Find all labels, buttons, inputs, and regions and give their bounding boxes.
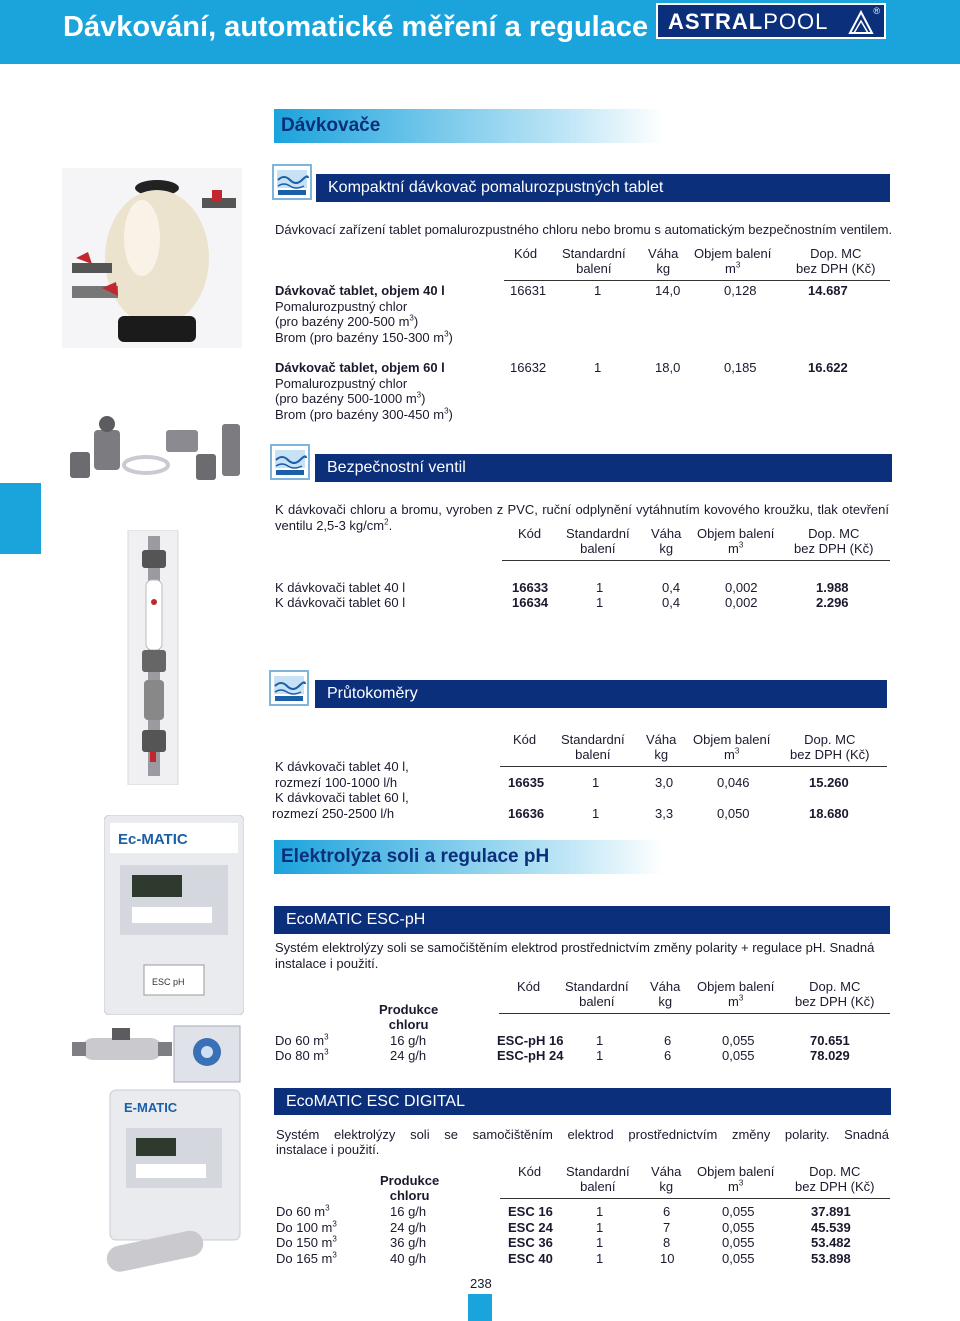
row-line3 xyxy=(275,391,453,407)
row-name1: K dávkovači tablet 40 l, xyxy=(275,759,409,774)
column-production xyxy=(380,1173,439,1203)
table-header-divider xyxy=(500,1198,890,1199)
column-volume-1: Objem balení xyxy=(697,979,775,994)
row-name xyxy=(276,1204,330,1219)
row-name1: K dávkovači tablet 60 l, xyxy=(275,790,409,805)
desc-word: elektrolýzy xyxy=(334,1127,396,1142)
product-bar-title: EcoMATIC ESC-pH xyxy=(286,911,426,928)
product-bar-esc-digital xyxy=(274,1088,891,1115)
row-name-text: Do 165 m xyxy=(276,1251,333,1266)
column-price-2: bez DPH (Kč) xyxy=(794,541,874,556)
page-number: 238 xyxy=(470,1276,492,1291)
column-volume-2: m xyxy=(728,1179,739,1194)
row-name-text: Do 80 m xyxy=(275,1048,325,1063)
column-standard-1: Standardní xyxy=(566,1164,630,1179)
column-standard xyxy=(566,526,630,556)
cell-objem: 0,185 xyxy=(724,360,757,375)
cell-objem: 0,050 xyxy=(717,806,750,821)
cell-kod: 16633 xyxy=(512,580,549,595)
desc-sup: 2 xyxy=(384,517,389,527)
column-weight-1: Váha xyxy=(650,979,681,994)
column-weight-2: kg xyxy=(656,261,671,276)
cell-production: 40 g/h xyxy=(390,1251,427,1266)
cell-balen: 1 xyxy=(596,1220,604,1235)
ecomatic2-label: E-MATIC xyxy=(124,1100,178,1115)
cell-production: 24 g/h xyxy=(390,1048,427,1063)
column-standard-2: balení xyxy=(575,747,611,762)
row-name: Dávkovač tablet, objem 40 l xyxy=(275,283,445,298)
column-standard xyxy=(561,732,625,762)
cell-price: 53.898 xyxy=(811,1251,851,1266)
desc-word: samočištěním xyxy=(472,1127,553,1142)
column-standard xyxy=(566,1164,630,1194)
cell-price: 37.891 xyxy=(811,1204,851,1219)
row-label xyxy=(275,759,409,790)
row-sup: 3 xyxy=(409,313,414,323)
row-line4b: ) xyxy=(448,406,453,422)
cell-vaha: 3,0 xyxy=(655,775,674,790)
astralpool-logo xyxy=(656,3,886,39)
cell-price: 45.539 xyxy=(811,1220,851,1235)
cell-objem: 0,128 xyxy=(724,283,757,298)
cell-vaha: 14,0 xyxy=(655,283,681,298)
cell-kod: 16635 xyxy=(508,775,545,790)
column-volume-1: Objem balení xyxy=(694,246,772,261)
cell-vaha: 18,0 xyxy=(655,360,681,375)
cell-objem: 0,055 xyxy=(722,1204,755,1219)
cell-price: 1.988 xyxy=(816,580,849,595)
column-weight xyxy=(650,979,680,1009)
desc-line2b: . xyxy=(388,518,393,533)
column-volume-1: Objem balení xyxy=(697,526,775,541)
row-line3b: ) xyxy=(421,391,426,406)
cell-balen: 1 xyxy=(596,580,604,595)
column-price xyxy=(795,1164,874,1194)
product-bar-title: EcoMATIC ESC DIGITAL xyxy=(286,1093,465,1110)
table-header-divider xyxy=(500,766,887,767)
cell-objem: 0,055 xyxy=(722,1048,755,1063)
column-volume-2: m xyxy=(728,994,739,1009)
esc-digital-description-line2: instalace i použití. xyxy=(276,1142,380,1157)
column-weight-2: kg xyxy=(658,994,673,1009)
row-name: K dávkovači tablet 60 l xyxy=(275,595,406,610)
section-dávkovače xyxy=(274,109,664,143)
pool-icon xyxy=(272,164,312,200)
column-volume-2: m xyxy=(725,261,736,276)
cell-price: 2.296 xyxy=(816,595,849,610)
column-weight-2: kg xyxy=(659,1179,674,1194)
column-weight-1: Váha xyxy=(646,732,677,747)
column-weight-1: Váha xyxy=(648,246,679,261)
column-volume xyxy=(697,526,774,556)
column-standard xyxy=(565,979,629,1009)
cell-balen: 1 xyxy=(596,1204,604,1219)
row-sup: 3 xyxy=(444,329,449,339)
column-standard-2: balení xyxy=(580,541,616,556)
cell-kod: ESC 16 xyxy=(508,1204,553,1219)
column-weight-1: Váha xyxy=(651,1164,682,1179)
ecomatic-escph-image xyxy=(104,815,244,1015)
cell-kod: ESC 36 xyxy=(508,1235,553,1250)
cell-production: 24 g/h xyxy=(390,1220,427,1235)
product-bar-title: Průtokoměry xyxy=(327,685,418,702)
table-header-divider xyxy=(504,280,890,281)
column-price-2: bez DPH (Kč) xyxy=(790,747,870,762)
cell-objem: 0,055 xyxy=(722,1251,755,1266)
ecomatic-label: Ec-MATIC xyxy=(118,831,188,848)
column-volume-sup: 3 xyxy=(738,540,744,550)
desc-word: soli xyxy=(410,1127,430,1142)
cell-objem: 0,055 xyxy=(722,1033,755,1048)
cell-balen: 1 xyxy=(596,1251,604,1266)
product-bar-escph xyxy=(274,906,890,934)
tablet-feeder-image xyxy=(62,168,242,348)
cell-vaha: 0,4 xyxy=(662,580,681,595)
ph-controller-image xyxy=(172,1024,242,1084)
column-production-1: Produkce xyxy=(380,1173,440,1188)
cell-price: 70.651 xyxy=(810,1033,850,1048)
row-name xyxy=(275,1048,329,1063)
column-volume xyxy=(694,246,771,276)
cell-price: 53.482 xyxy=(811,1235,851,1250)
row-name2: rozmezí 250-2500 l/h xyxy=(272,805,395,821)
escph-description-line1: Systém elektrolýzy soli se samočištěním elektrod prostřednictvím změny polarity + regulace pH. Snadná xyxy=(275,940,875,955)
logo-text-bold: ASTRAL xyxy=(668,9,764,34)
column-kod: Kód xyxy=(518,526,542,541)
column-price-1: Dop. MC xyxy=(809,1164,861,1179)
column-standard-2: balení xyxy=(576,261,612,276)
page-number-tab xyxy=(468,1294,492,1321)
column-kod: Kód xyxy=(517,979,541,994)
cell-balen: 1 xyxy=(596,1033,604,1048)
section-electrolysis xyxy=(274,840,664,874)
cell-objem: 0,046 xyxy=(717,775,750,790)
column-volume-sup: 3 xyxy=(734,746,740,756)
product-bar-tablet-feeder xyxy=(316,174,890,202)
table-header-divider xyxy=(502,560,890,561)
product-bar-flowmeters xyxy=(315,680,887,708)
cell-vaha: 0,4 xyxy=(662,595,681,610)
row-name-text: Do 150 m xyxy=(276,1235,333,1250)
row-sup: 3 xyxy=(416,390,422,400)
column-production-2: chloru xyxy=(388,1017,429,1032)
row-name: Dávkovač tablet, objem 60 l xyxy=(275,360,445,375)
row-sup: 3 xyxy=(332,1219,337,1229)
cell-objem: 0,002 xyxy=(725,580,758,595)
cell-vaha: 8 xyxy=(663,1235,671,1250)
cell-vaha: 6 xyxy=(663,1204,671,1219)
cell-balen: 1 xyxy=(592,806,600,821)
column-standard-1: Standardní xyxy=(565,979,629,994)
product-description: Dávkovací zařízení tablet pomalurozpustného chloru nebo bromu s automatickým bezpečnostním ventilem. xyxy=(275,222,893,237)
desc-word: polarity. xyxy=(784,1127,830,1142)
row-line4a: Brom (pro bazény 150-300 m xyxy=(275,329,445,345)
column-kod: Kód xyxy=(518,1164,542,1179)
row-line2: Pomalurozpustný chlor xyxy=(275,375,408,391)
cell-production: 16 g/h xyxy=(390,1204,427,1219)
row-line4b: ) xyxy=(448,329,453,345)
column-standard-2: balení xyxy=(579,994,615,1009)
column-standard-1: Standardní xyxy=(562,246,626,261)
desc-word: se xyxy=(444,1127,458,1142)
cell-balen: 1 xyxy=(592,775,600,790)
column-price-1: Dop. MC xyxy=(808,526,860,541)
cell-kod: ESC-pH 16 xyxy=(497,1033,564,1048)
fittings-image xyxy=(66,410,246,485)
cell-kod: 16636 xyxy=(508,806,545,821)
column-price-2: bez DPH (Kč) xyxy=(795,994,875,1009)
cell-balen: 1 xyxy=(596,1048,604,1063)
row-name2: rozmezí 100-1000 l/h xyxy=(275,774,398,790)
row-name xyxy=(276,1235,337,1250)
cell-balen: 1 xyxy=(596,595,604,610)
column-volume xyxy=(697,979,774,1009)
cell-kod: 16632 xyxy=(510,360,547,375)
cell-vaha: 6 xyxy=(664,1048,672,1063)
column-price xyxy=(795,979,874,1009)
row-label-60l xyxy=(275,360,453,422)
column-standard xyxy=(562,246,626,276)
row-line4 xyxy=(275,330,453,346)
column-price-2: bez DPH (Kč) xyxy=(795,1179,875,1194)
row-line3 xyxy=(275,314,453,330)
row-sup: 3 xyxy=(324,1047,329,1057)
column-standard-1: Standardní xyxy=(566,526,630,541)
column-volume-2: m xyxy=(728,541,739,556)
column-kod: Kód xyxy=(514,246,538,261)
esc-digital-description-line1 xyxy=(276,1127,889,1142)
desc-line2a: ventilu 2,5-3 kg/cm xyxy=(275,518,385,533)
flowmeter-panel-image xyxy=(122,530,184,785)
column-weight xyxy=(648,246,678,276)
column-production-1: Produkce xyxy=(379,1002,439,1017)
column-volume-sup: 3 xyxy=(735,260,741,270)
column-price-1: Dop. MC xyxy=(810,246,862,261)
ecomatic-small: ESC pH xyxy=(152,977,185,987)
page-title: Dávkování, automatické měření a regulace xyxy=(63,11,649,43)
desc-word: změny xyxy=(731,1127,771,1142)
column-price-1: Dop. MC xyxy=(804,732,856,747)
row-label xyxy=(272,790,409,821)
cell-kod: 16631 xyxy=(510,283,547,298)
desc-word: elektrod xyxy=(567,1127,614,1142)
row-name-text: Do 100 m xyxy=(276,1220,333,1235)
desc-word: prostřednictvím xyxy=(628,1127,718,1142)
row-name xyxy=(276,1251,337,1266)
row-label-40l xyxy=(275,283,453,345)
row-line3b: ) xyxy=(413,314,419,329)
column-price xyxy=(794,526,873,556)
column-weight xyxy=(646,732,676,762)
row-sup: 3 xyxy=(324,1032,329,1042)
row-line4 xyxy=(275,407,453,423)
column-price xyxy=(796,246,875,276)
product-bar-title: Bezpečnostní ventil xyxy=(327,459,466,476)
side-tab xyxy=(0,483,41,554)
row-name: K dávkovači tablet 40 l xyxy=(275,580,406,595)
cell-kod: 16634 xyxy=(512,595,549,610)
column-weight xyxy=(651,526,681,556)
ecomatic-digital-image xyxy=(106,1088,244,1278)
logo-text-light: POOL xyxy=(763,9,829,34)
column-production xyxy=(379,1002,438,1032)
escph-description-line2: instalace i použití. xyxy=(275,956,379,971)
cell-price: 14.687 xyxy=(808,283,848,298)
column-volume xyxy=(693,732,770,762)
row-sup: 3 xyxy=(332,1250,337,1260)
cell-objem: 0,055 xyxy=(722,1235,755,1250)
desc-word: Systém xyxy=(276,1127,320,1142)
logo-text xyxy=(668,9,828,35)
row-sup: 3 xyxy=(444,406,449,416)
cell-balen: 1 xyxy=(596,1235,604,1250)
column-production-2: chloru xyxy=(389,1188,430,1203)
row-line3a: (pro bazény 500-1000 m xyxy=(275,391,417,406)
pool-icon xyxy=(269,670,309,706)
cell-production: 16 g/h xyxy=(390,1033,427,1048)
column-volume-1: Objem balení xyxy=(697,1164,775,1179)
column-volume-1: Objem balení xyxy=(693,732,771,747)
row-line2: Pomalurozpustný chlor xyxy=(275,298,408,314)
section-title: Elektrolýza soli a regulace pH xyxy=(281,846,550,867)
column-weight xyxy=(651,1164,681,1194)
row-name xyxy=(275,1033,329,1048)
column-standard-1: Standardní xyxy=(561,732,625,747)
cell-production: 36 g/h xyxy=(390,1235,427,1250)
logo-triangle-icon xyxy=(848,9,874,35)
row-sup: 3 xyxy=(325,1203,330,1213)
column-standard-2: balení xyxy=(580,1179,616,1194)
column-volume-2: m xyxy=(724,747,735,762)
column-kod: Kód xyxy=(513,732,537,747)
column-volume-sup: 3 xyxy=(738,1178,744,1188)
cell-vaha: 7 xyxy=(663,1220,671,1235)
cell-price: 16.622 xyxy=(808,360,848,375)
cell-vaha: 10 xyxy=(660,1251,675,1266)
column-volume-sup: 3 xyxy=(738,993,744,1003)
row-line3a: (pro bazény 200-500 m xyxy=(275,314,410,329)
section-title: Dávkovače xyxy=(281,115,381,136)
logo-registered: ® xyxy=(873,6,880,16)
column-price-2: bez DPH (Kč) xyxy=(796,261,876,276)
column-weight-2: kg xyxy=(659,541,674,556)
column-price xyxy=(790,732,869,762)
cell-balen: 1 xyxy=(594,283,602,298)
column-price-1: Dop. MC xyxy=(809,979,861,994)
cell-vaha: 6 xyxy=(664,1033,672,1048)
cell-price: 15.260 xyxy=(809,775,849,790)
row-line4a: Brom (pro bazény 300-450 m xyxy=(275,406,445,422)
cell-kod: ESC 24 xyxy=(508,1220,553,1235)
pool-icon xyxy=(270,444,310,480)
cell-balen: 1 xyxy=(594,360,602,375)
cell-kod: ESC 40 xyxy=(508,1251,553,1266)
valve-description-line2 xyxy=(275,518,392,533)
row-name-text: Do 60 m xyxy=(275,1033,325,1048)
cell-price: 78.029 xyxy=(810,1048,850,1063)
cell-objem: 0,002 xyxy=(725,595,758,610)
table-header-divider xyxy=(499,1013,890,1014)
column-volume xyxy=(697,1164,774,1194)
electrode-cell-image xyxy=(72,1024,172,1074)
row-sup: 3 xyxy=(332,1234,337,1244)
desc-word: Snadná xyxy=(844,1127,889,1142)
row-name-text: Do 60 m xyxy=(276,1204,326,1219)
row-name xyxy=(276,1220,337,1235)
cell-objem: 0,055 xyxy=(722,1220,755,1235)
product-bar-title: Kompaktní dávkovač pomalurozpustných tablet xyxy=(328,179,664,196)
cell-vaha: 3,3 xyxy=(655,806,674,821)
valve-description-line1: K dávkovači chloru a bromu, vyroben z PVC, ruční odplynění vytáhnutím kovového kroužku, tlak otevření xyxy=(275,502,889,517)
column-weight-2: kg xyxy=(654,747,669,762)
product-bar-safety-valve xyxy=(315,454,892,482)
column-weight-1: Váha xyxy=(651,526,682,541)
cell-price: 18.680 xyxy=(809,806,849,821)
cell-kod: ESC-pH 24 xyxy=(497,1048,564,1063)
